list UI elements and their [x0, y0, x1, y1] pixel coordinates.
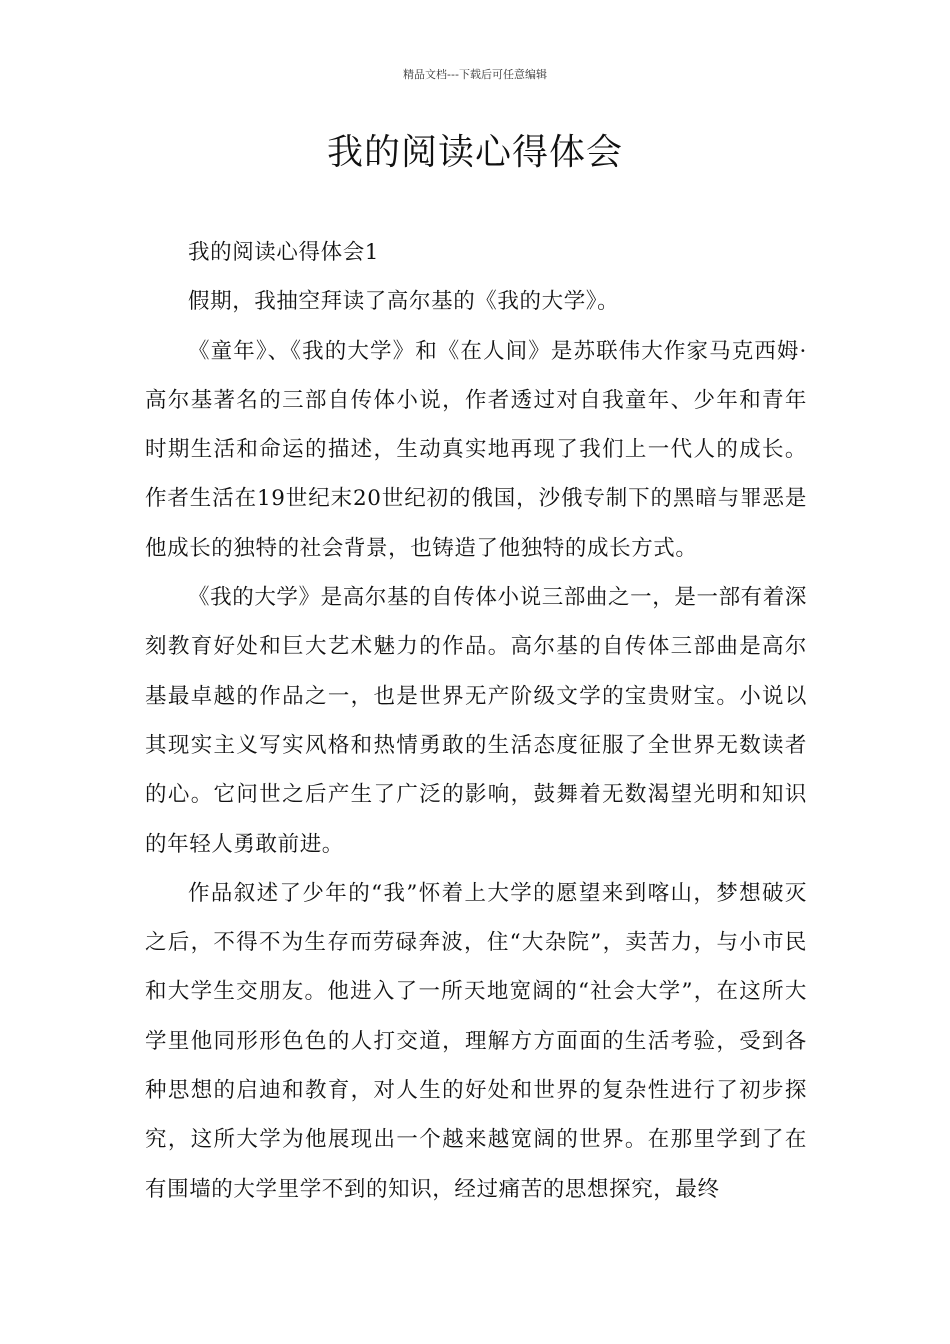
paragraph-subtitle: 我的阅读心得体会1 — [188, 240, 380, 265]
paragraph-intro: 假期，我抽空拜读了高尔基的《我的大学》。 — [188, 289, 620, 315]
header-note: 精品文档---下载后可任意编辑 — [403, 68, 547, 81]
document-body — [145, 228, 807, 1214]
page-title: 我的阅读心得体会 — [326, 132, 623, 173]
paragraph: 作品叙述了少年的“我”怀着上大学的愿望来到喀山，梦想破灭之后，不得不为生存而劳碌奔波，住“大杂院”，卖苦力，与小市民和大学生交朋友。他进入了一所天地宽阔的“社会大学”，在这所大学里他同形形色色的人打交道，理解方方面面的生活考验，受到各种思想的启迪和教育，对人生的好处和世界的复杂性进行了初步探究，这所大学为他展现出一个越来越宽阔的世界。在那里学到了在有围墙的大学里学不到的知识，经过痛苦的思想探究，最终 — [145, 880, 807, 1202]
paragraph: 《童年》、《我的大学》和《在人间》是苏联伟大作家马克西姆·高尔基著名的三部自传体小说，作者透过对自我童年、少年和青年时期生活和命运的描述，生动真实地再现了我们上一代人的成长。作者生活在19世纪末20世纪初的俄国，沙俄专制下的黑暗与罪恶是他成长的独特的社会背景，也铸造了他独特的成长方式。 — [145, 338, 807, 561]
paragraph: 《我的大学》是高尔基的自传体小说三部曲之一，是一部有着深刻教育好处和巨大艺术魅力的作品。高尔基的自传体三部曲是高尔基最卓越的作品之一，也是世界无产阶级文学的宝贵财宝。小说以其现实主义写实风格和热情勇敢的生活态度征服了全世界无数读者的心。它问世之后产生了广泛的影响，鼓舞着无数渴望光明和知识的年轻人勇敢前进。 — [145, 585, 807, 857]
